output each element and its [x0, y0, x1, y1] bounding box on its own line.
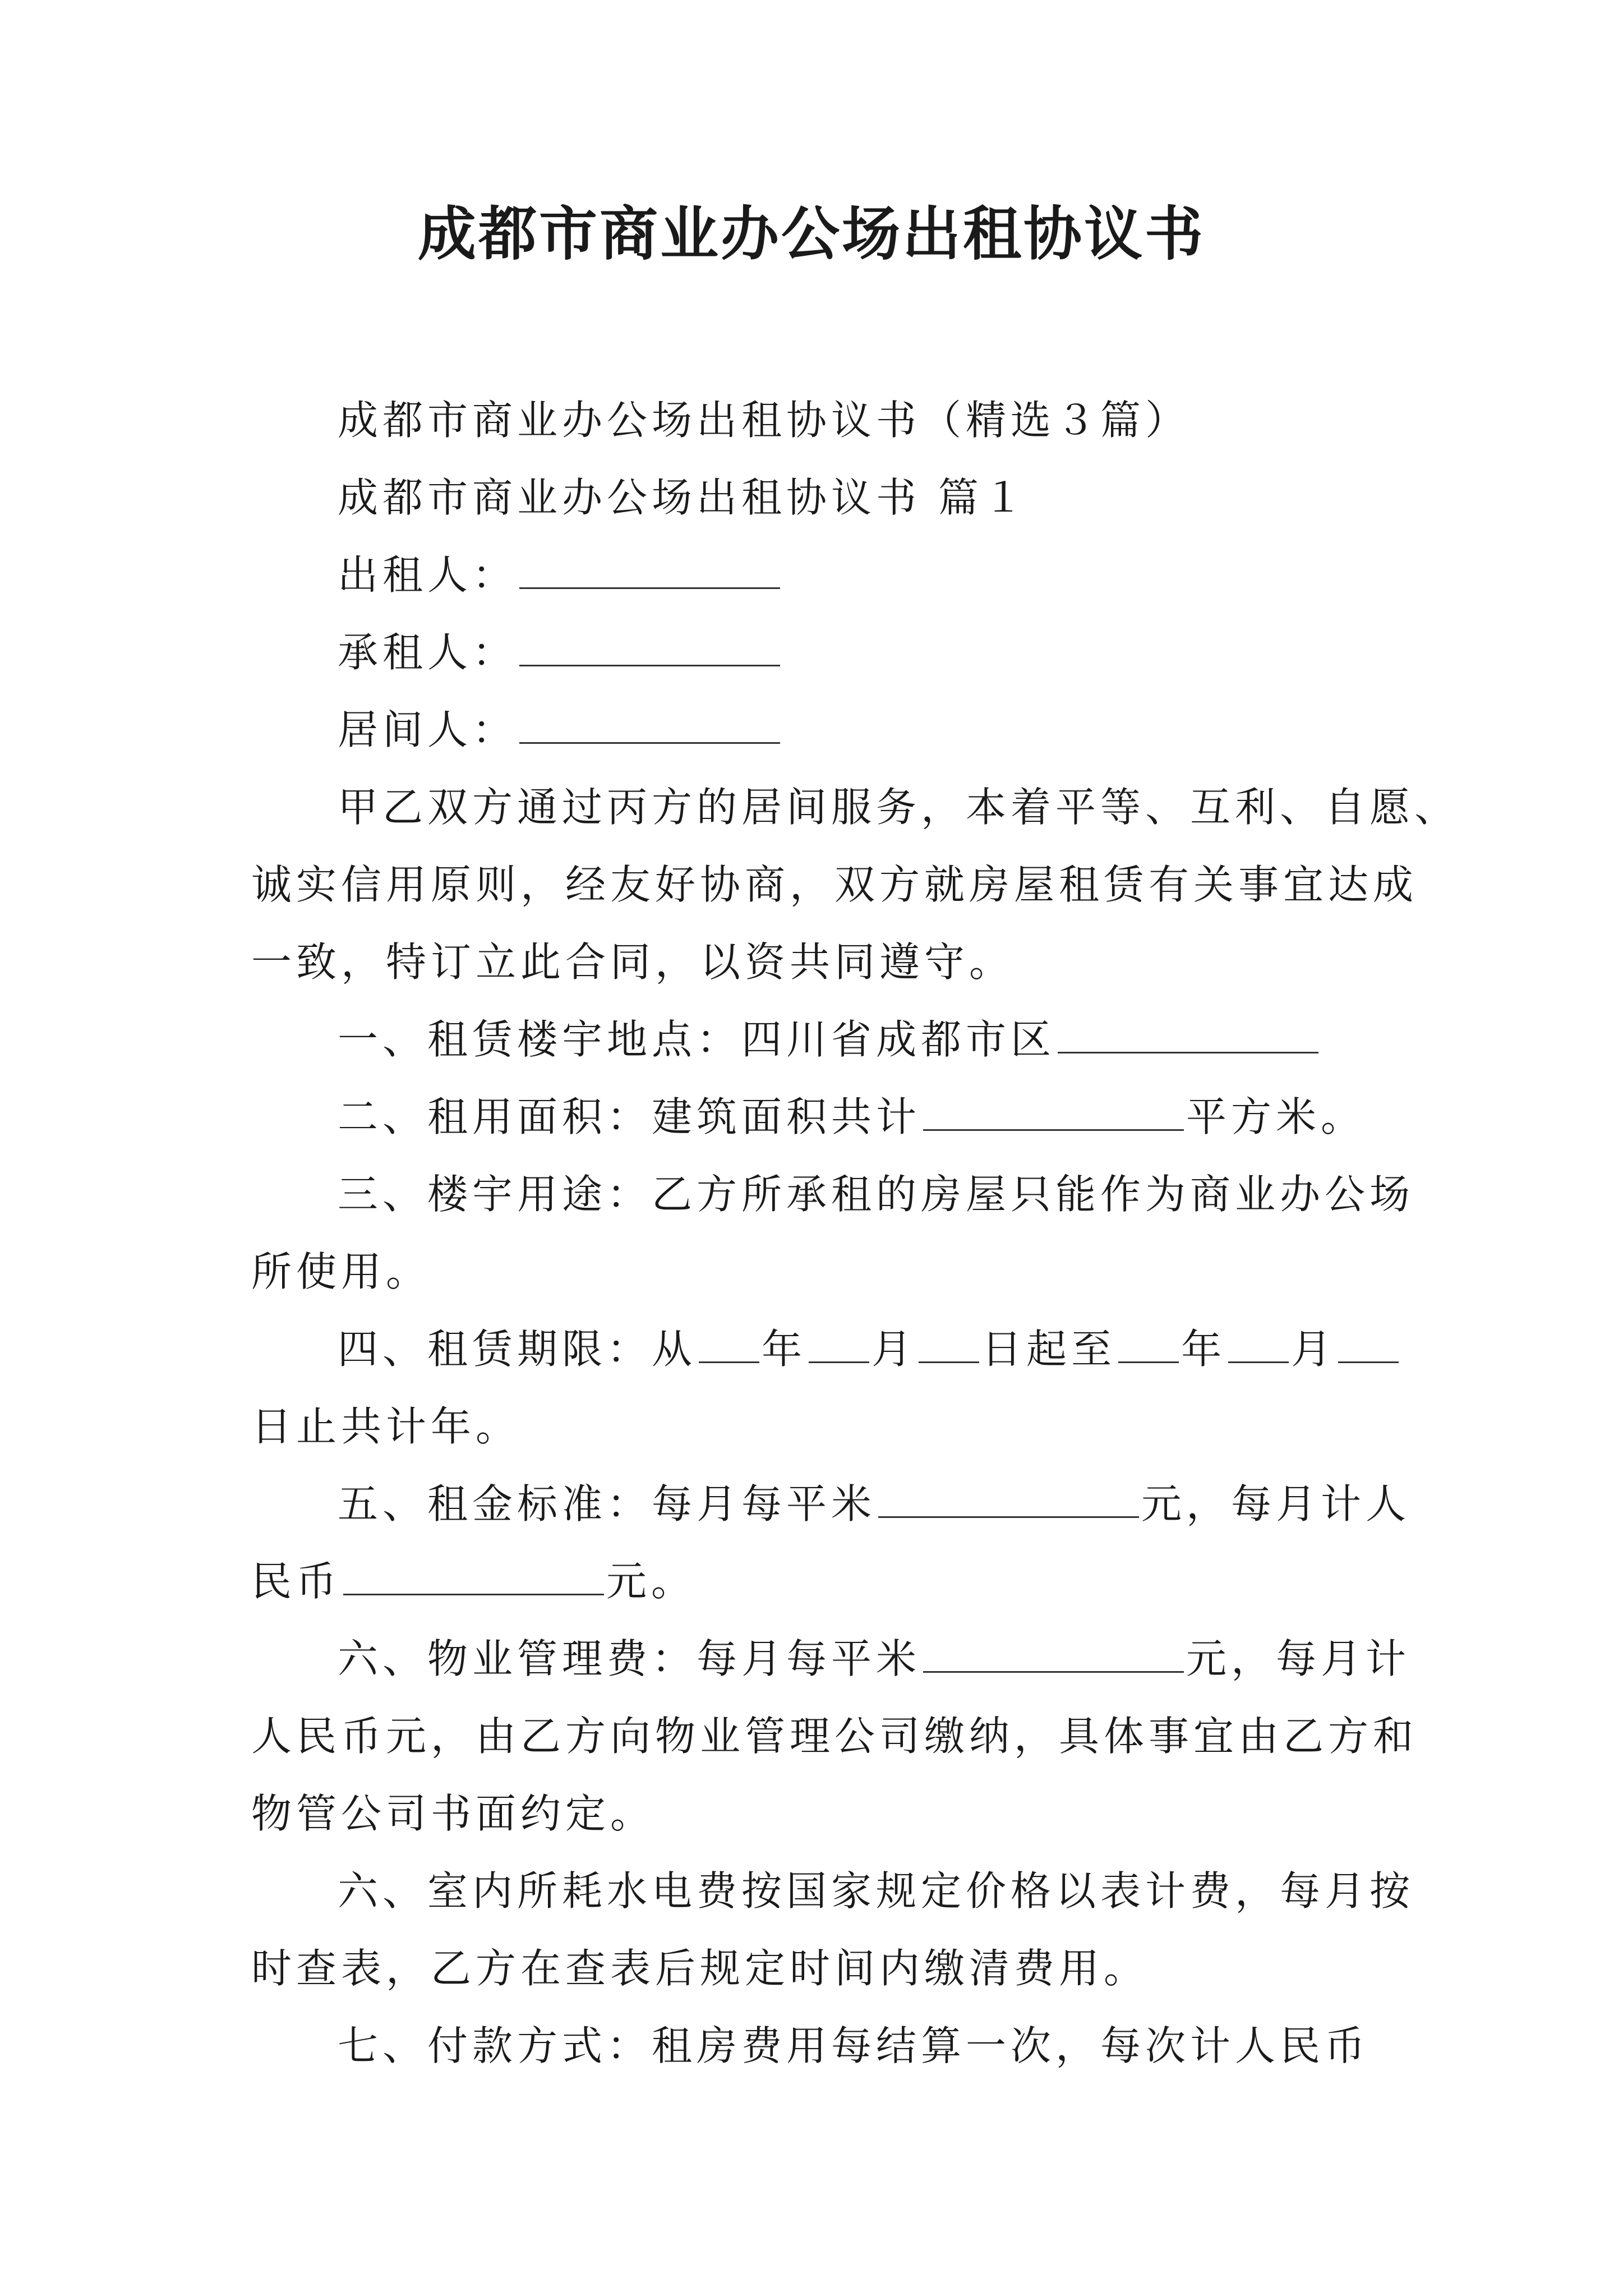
clause-2-text: 二、租用面积：建筑面积共计	[338, 1093, 921, 1140]
location-blank	[1058, 1019, 1318, 1053]
part-heading: 成都市商业办公场出租协议书 篇１	[338, 474, 1028, 521]
clause-6b-line-2: 时查表，乙方在查表后规定时间内缴清费用。	[251, 1945, 1149, 1992]
intro-line-3: 一致，特订立此合同，以资共同遵守。	[251, 938, 1015, 986]
clause-4-line-1	[251, 1310, 1390, 1388]
broker-label: 居间人：	[338, 706, 518, 753]
rent-total-blank	[343, 1561, 604, 1595]
start-day-blank	[919, 1329, 979, 1363]
end-day-blank	[1338, 1329, 1399, 1363]
clause-5-line-2	[251, 1543, 1390, 1620]
mgmt-fee-blank	[923, 1639, 1184, 1673]
lessor-label: 出租人：	[338, 551, 518, 599]
clause-2	[251, 1078, 1390, 1156]
lessee-label: 承租人：	[338, 629, 518, 676]
end-year-label: 年	[1181, 1326, 1227, 1373]
clause-6b-line-1: 六、室内所耗水电费按国家规定价格以表计费，每月按	[338, 1867, 1415, 1915]
clause-6-text: 六、物业管理费：每月每平米	[338, 1635, 921, 1682]
clause-3-line-2: 所使用。	[251, 1248, 431, 1295]
clause-5-mid: 元，每月计人	[1141, 1480, 1411, 1527]
clause-2-unit: 平方米。	[1186, 1093, 1366, 1140]
clause-5-rmb: 民币	[251, 1558, 342, 1605]
clause-4-text: 四、租赁期限：从	[338, 1326, 697, 1373]
clause-4-line-2: 日止共计年。	[251, 1403, 521, 1450]
document-body	[251, 381, 1460, 2085]
clause-1	[251, 1001, 1390, 1078]
area-blank	[923, 1097, 1184, 1131]
document-title: 成都市商业办公场出租协议书	[417, 199, 1205, 268]
intro-line-1: 甲乙双方通过丙方的居间服务，本着平等、互利、自愿、	[338, 784, 1460, 831]
clause-6-line-2: 人民币元，由乙方向物业管理公司缴纳，具体事宜由乙方和	[251, 1713, 1418, 1760]
start-day-qi: 日起至	[981, 1326, 1117, 1373]
lessor-line	[251, 536, 1390, 614]
start-month-label: 月	[872, 1326, 917, 1373]
start-month-blank	[809, 1329, 869, 1363]
broker-blank	[519, 710, 780, 744]
lessor-blank	[519, 555, 780, 589]
rent-per-sqm-blank	[878, 1484, 1139, 1518]
subtitle-line: 成都市商业办公场出租协议书（精选３篇）	[338, 397, 1191, 444]
lessee-blank	[519, 632, 780, 666]
intro-line-2: 诚实信用原则，经友好协商，双方就房屋租赁有关事宜达成	[251, 861, 1418, 908]
clause-6-line-3: 物管公司书面约定。	[251, 1790, 656, 1837]
clause-7-line-1: 七、付款方式：租房费用每结算一次，每次计人民币	[338, 2022, 1370, 2069]
end-month-label: 月	[1291, 1326, 1336, 1373]
end-year-blank	[1118, 1329, 1179, 1363]
clause-6-mid: 元，每月计	[1186, 1635, 1411, 1682]
broker-line	[251, 691, 1390, 769]
end-month-blank	[1228, 1329, 1289, 1363]
clause-5-line-1	[251, 1465, 1411, 1543]
clause-5-text: 五、租金标准：每月每平米	[338, 1480, 877, 1527]
clause-1-text: 一、租赁楼宇地点：四川省成都市区	[338, 1016, 1056, 1063]
clause-3-line-1: 三、楼宇用途：乙方所承租的房屋只能作为商业办公场	[338, 1171, 1415, 1218]
start-year-blank	[699, 1329, 759, 1363]
lessee-line	[251, 614, 1390, 691]
start-year-label: 年	[762, 1326, 807, 1373]
clause-6-line-1	[251, 1620, 1411, 1697]
clause-5-end: 元。	[606, 1558, 697, 1605]
